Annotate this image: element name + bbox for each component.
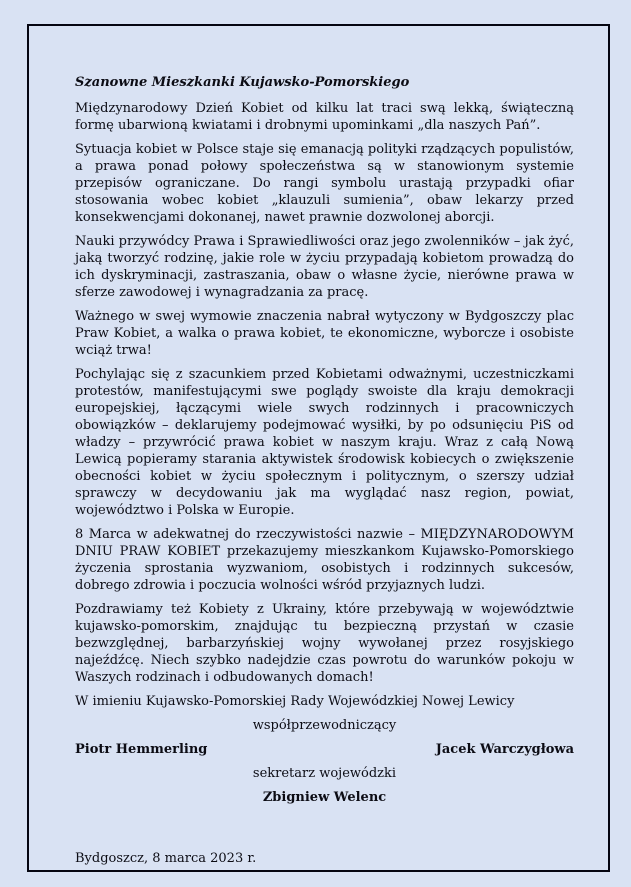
paragraph-ukraine: Pozdrawiamy też Kobiety z Ukrainy, które przebywają w województwie kujawsko-pomorskim, znajdując tu bezpieczną przystań w czasie bezwzględnej, barbarzyńskiej wojny wywołanej przez rosyjskiego najeźdźcę. Niech szybko nadejdzie czas powrotu do warunków pokoju w Waszych rodzinach i odbudowanych domach!: [75, 602, 574, 685]
paragraph-wishes: 8 Marca w adekwatnej do rzeczywistości nazwie – MIĘDZYNARODOWYM DNIU PRAW KOBIET przekazujemy mieszkankom Kujawsko-Pomorskiego życzenia sprostania wyzwaniom, osobistych i rodzinnych sukcesów, dobrego zdrowia i poczucia wolności wśród przyjaznych ludzi.: [75, 527, 574, 593]
paragraph-situation: Sytuacja kobiet w Polsce staje się emanacją polityki rządzących populistów, a prawa ponad połowy społeczeństwa są w stanowionym systemie przepisów ograniczane. Do rangi symbolu urastają przypadki ofiar stosowania wobec kobiet „klauzuli sumienia”, obaw lekarzy przed konsekwencjami dokonanej, nawet prawnie dozwolonej aborcji.: [75, 142, 574, 225]
document-page: [27, 24, 610, 872]
co-chair-name-left: Piotr Hemmerling: [75, 742, 208, 757]
letter-body: [29, 26, 608, 867]
paragraph-teachings: Nauki przywódcy Prawa i Sprawiedliwości oraz jego zwolenników – jak żyć, jaką tworzyć rodzinę, jakie role w życiu przypadają kobietom prowadzą do ich dyskryminacji, zastraszania, obaw o własne życie, nierówne prawa w sferze zawodowej i wynagradzania za pracę.: [75, 234, 574, 300]
paragraph-intro: Międzynarodowy Dzień Kobiet od kilku lat traci swą lekką, świąteczną formę ubarwioną kwiatami i drobnymi upominkami „dla naszych Pań”.: [75, 101, 574, 133]
date-place-line: Bydgoszcz, 8 marca 2023 r.: [75, 851, 257, 866]
co-chairs-title: współprzewodniczący: [252, 718, 397, 733]
salutation: Szanowne Mieszkanki Kujawsko-Pomorskiego: [75, 75, 410, 90]
co-chairs-row: [75, 741, 574, 758]
on-behalf-line: W imieniu Kujawsko-Pomorskiej Rady Wojewódzkiej Nowej Lewicy: [75, 694, 515, 709]
paragraph-bydgoszcz-square: Ważnego w swej wymowie znaczenia nabrał wytyczony w Bydgoszczy plac Praw Kobiet, a walka o prawa kobiet, te ekonomiczne, wyborcze i osobiste wciąż trwa!: [75, 309, 574, 358]
co-chair-name-right: Jacek Warczygłowa: [435, 742, 574, 757]
paragraph-declaration: Pochylając się z szacunkiem przed Kobietami odważnymi, uczestniczkami protestów, manifestującymi swe poglądy swoiste dla kraju demokracji europejskiej, łączącymi wiele swych rodzinnych i pracowniczych obowiązków – deklarujemy podejmować wysiłki, by po odsunięciu PiS od władzy – przywrócić prawa kobiet w naszym kraju. Wraz z całą Nową Lewicą popieramy starania aktywistek środowisk kobiecych o zwiększenie obecności kobiet w życiu społecznym i politycznym, o szerszy udział sprawczy w decydowaniu jak ma wyglądać nasz region, powiat, województwo i Polska w Europie.: [75, 367, 574, 518]
secretary-title: sekretarz wojewódzki: [252, 766, 397, 781]
secretary-name: Zbigniew Welenc: [262, 790, 387, 805]
